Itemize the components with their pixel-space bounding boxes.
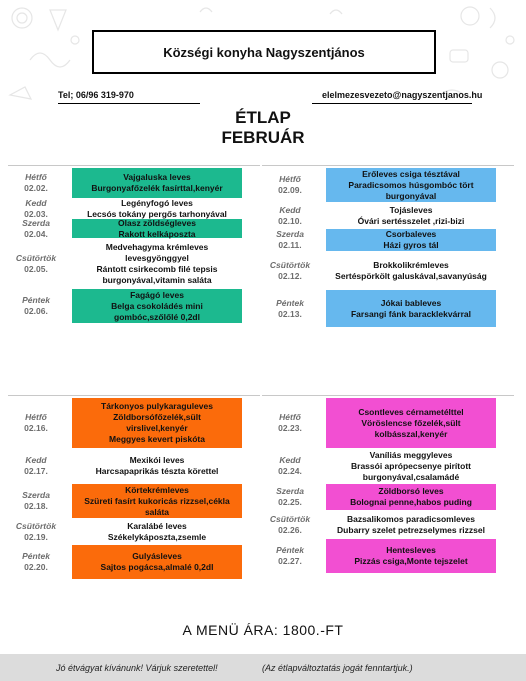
day-date: 02.24. bbox=[278, 466, 302, 476]
day-row bbox=[8, 239, 260, 288]
dish-cell bbox=[72, 168, 242, 198]
dish-line: Zöldborsófőzelék,sült bbox=[113, 412, 201, 422]
dish-line: Bolognai penne,habos puding bbox=[350, 497, 472, 507]
soup-line: Fagágó leves bbox=[130, 289, 184, 300]
dish-cell bbox=[326, 511, 496, 538]
soup-line: Csontleves cérnametélttel bbox=[358, 406, 464, 417]
dish-line: Paradicsomos húsgombóc tört bbox=[348, 179, 474, 190]
day-name: Péntek bbox=[22, 295, 50, 305]
soup-line: Körtekrémleves bbox=[125, 484, 189, 495]
dish-line: virslivel,kenyér bbox=[126, 423, 188, 433]
phone-number: Tel; 06/96 319-970 bbox=[58, 90, 134, 100]
footer-bar bbox=[0, 654, 526, 681]
week-1-schedule bbox=[8, 165, 260, 324]
dish-line: burgonyával bbox=[385, 190, 437, 201]
day-date: 02.11. bbox=[278, 240, 302, 250]
dish-line: Farsangi fánk baracklekvárral bbox=[350, 308, 471, 319]
day-name: Szerda bbox=[22, 490, 50, 500]
soup-line: Mexikói leves bbox=[129, 455, 185, 465]
day-row bbox=[262, 229, 514, 251]
dish-line: Belga csokoládés mini bbox=[111, 300, 203, 311]
day-label bbox=[262, 455, 318, 477]
dish-line: Házi gyros tál bbox=[383, 240, 439, 250]
soup-line: Erőleves csiga tésztával bbox=[362, 168, 460, 179]
day-date: 02.06. bbox=[24, 306, 48, 316]
week-4-schedule bbox=[262, 395, 514, 574]
dish-line: Brassói aprópecsenye pirított bbox=[351, 460, 471, 471]
day-name: Csütörtök bbox=[269, 513, 311, 524]
day-row bbox=[262, 290, 514, 327]
dish-line: burgonyával,csalamádé bbox=[362, 471, 460, 482]
day-date: 02.16. bbox=[24, 423, 48, 433]
day-label bbox=[8, 253, 64, 275]
menu-title: ÉTLAP bbox=[235, 108, 291, 127]
day-row bbox=[262, 484, 514, 510]
day-label bbox=[8, 295, 64, 317]
day-label bbox=[262, 229, 318, 251]
soup-line: Karalábé leves bbox=[127, 520, 187, 531]
day-label bbox=[262, 486, 318, 508]
day-row bbox=[8, 168, 260, 198]
soup-line: Jókai bableves bbox=[380, 297, 442, 308]
day-date: 02.25. bbox=[278, 497, 302, 507]
phone-underline bbox=[58, 103, 200, 104]
day-date: 02.02. bbox=[24, 183, 48, 193]
day-label bbox=[262, 260, 318, 282]
day-label bbox=[8, 490, 64, 512]
day-label bbox=[262, 514, 318, 536]
dish-line: Lecsós tokány pergős tarhonyával bbox=[87, 208, 227, 219]
day-name: Szerda bbox=[276, 486, 304, 496]
dish-cell bbox=[326, 398, 496, 448]
soup-line: Gulyásleves bbox=[132, 551, 182, 561]
dish-cell bbox=[72, 289, 242, 323]
day-name: Kedd bbox=[279, 204, 301, 215]
day-row bbox=[8, 398, 260, 448]
day-name: Csütörtök bbox=[269, 259, 311, 270]
day-row bbox=[262, 203, 514, 228]
dish-cell bbox=[326, 168, 496, 202]
day-date: 02.04. bbox=[24, 228, 48, 239]
day-date: 02.09. bbox=[278, 185, 302, 195]
dish-line: saláta bbox=[144, 506, 170, 517]
dish-line: Sertéspörkölt galuskával,savanyúság bbox=[335, 270, 487, 281]
dish-line: Pizzás csiga,Monte tejszelet bbox=[354, 556, 468, 566]
dish-line: Sajtos pogácsa,almalé 0,2dl bbox=[100, 562, 214, 572]
footer-greeting: Jó étvágyat kívánunk! Várjuk szeretettel! bbox=[56, 663, 218, 673]
dish-line: Óvári sertésszelet ,rizi-bizi bbox=[357, 215, 465, 226]
dish-line: Székelykáposzta,zsemle bbox=[107, 531, 207, 542]
dish-line: Burgonyafőzelék fasírttal,kenyér bbox=[91, 183, 223, 193]
day-name: Péntek bbox=[276, 297, 304, 308]
dish-line: Meggyes kevert piskóta bbox=[109, 434, 205, 444]
day-date: 02.05. bbox=[24, 263, 48, 274]
day-name: Hétfő bbox=[25, 172, 47, 182]
day-date: 02.23. bbox=[278, 423, 302, 433]
day-row bbox=[262, 398, 514, 448]
dish-cell bbox=[72, 545, 242, 579]
week-divider bbox=[8, 165, 260, 166]
day-date: 02.18. bbox=[24, 501, 48, 511]
day-row bbox=[8, 199, 260, 218]
day-row bbox=[262, 168, 514, 202]
day-name: Szerda bbox=[22, 217, 50, 228]
day-label bbox=[8, 198, 64, 220]
day-name: Kedd bbox=[25, 455, 47, 465]
week-2-schedule bbox=[262, 165, 514, 328]
day-label bbox=[262, 412, 318, 434]
dish-line: Vöröslencse főzelék,sült kolbásszal,kenyér bbox=[361, 417, 461, 439]
day-name: Hétfő bbox=[279, 174, 301, 184]
day-date: 02.27. bbox=[278, 556, 302, 566]
soup-line: Tojásleves bbox=[389, 204, 433, 215]
day-date: 02.12. bbox=[278, 270, 302, 281]
soup-line: Vajgaluska leves bbox=[123, 172, 191, 182]
day-row bbox=[262, 449, 514, 483]
day-name: Kedd bbox=[279, 455, 301, 465]
day-label bbox=[8, 172, 64, 194]
day-name: Hétfő bbox=[25, 412, 47, 422]
day-name: Csütörtök bbox=[15, 520, 57, 531]
day-label bbox=[8, 218, 64, 240]
dish-line: Rántott csirkecomb filé tepsis bbox=[96, 263, 218, 274]
dish-cell bbox=[72, 519, 242, 544]
email-underline bbox=[312, 103, 472, 104]
day-name: Kedd bbox=[25, 197, 47, 208]
soup-line: Brokkolikrémleves bbox=[373, 259, 449, 270]
week-divider bbox=[262, 165, 514, 166]
day-row bbox=[8, 545, 260, 579]
dish-cell bbox=[326, 484, 496, 510]
soup-line: Vaníliás meggyleves bbox=[369, 449, 453, 460]
day-name: Csütörtök bbox=[15, 252, 57, 263]
day-row bbox=[8, 289, 260, 323]
dish-line: Dubarry szelet petrezselymes rizzsel bbox=[337, 524, 485, 535]
soup-line: Legényfogó leves bbox=[121, 197, 193, 208]
page-title: Községi konyha Nagyszentjános bbox=[92, 30, 436, 74]
dish-line: gombóc,szőlőlé 0,2dl bbox=[114, 311, 200, 322]
day-row bbox=[262, 539, 514, 573]
week-divider bbox=[8, 395, 260, 396]
day-date: 02.17. bbox=[24, 466, 48, 476]
dish-cell bbox=[326, 229, 496, 251]
day-row bbox=[8, 519, 260, 544]
dish-line: Harcsapaprikás tészta körettel bbox=[95, 466, 219, 476]
menu-price: A MENÜ ÁRA: 1800.-FT bbox=[182, 622, 344, 638]
day-label bbox=[262, 174, 318, 196]
dish-cell bbox=[72, 219, 242, 238]
dish-cell bbox=[72, 239, 242, 288]
day-date: 02.19. bbox=[24, 531, 48, 542]
dish-cell bbox=[326, 252, 496, 289]
dish-cell bbox=[72, 484, 242, 518]
day-date: 02.26. bbox=[278, 524, 302, 535]
month-title: FEBRUÁR bbox=[221, 128, 305, 147]
footer-disclaimer: (Az étlapváltoztatás jogát fenntartjuk.) bbox=[262, 663, 413, 673]
email-address: elelmezesvezeto@nagyszentjanos.hu bbox=[322, 90, 483, 100]
day-row bbox=[262, 511, 514, 538]
dish-line: burgonyával,vitamin saláta bbox=[102, 274, 212, 285]
dish-cell bbox=[326, 203, 496, 228]
day-label bbox=[8, 412, 64, 434]
day-row bbox=[8, 484, 260, 518]
day-date: 02.13. bbox=[278, 308, 302, 319]
dish-cell bbox=[72, 449, 242, 483]
dish-cell bbox=[326, 449, 496, 483]
day-name: Szerda bbox=[276, 229, 304, 239]
day-label bbox=[262, 545, 318, 567]
dish-cell bbox=[326, 539, 496, 573]
soup-line: Bazsalikomos paradicsomleves bbox=[346, 513, 476, 524]
soup-line: Tárkonyos pulykaraguleves bbox=[101, 401, 213, 411]
week-divider bbox=[262, 395, 514, 396]
day-row bbox=[262, 252, 514, 289]
day-name: Péntek bbox=[276, 545, 304, 555]
dish-cell bbox=[326, 290, 496, 327]
dish-line: levesgyönggyel bbox=[125, 252, 189, 263]
dish-cell bbox=[72, 199, 242, 218]
day-label bbox=[262, 205, 318, 227]
day-label bbox=[8, 551, 64, 573]
day-label bbox=[262, 298, 318, 320]
day-date: 02.03. bbox=[24, 208, 48, 219]
dish-line: Szüreti fasírt kukoricás rizzsel,cékla bbox=[84, 495, 230, 506]
soup-line: Csorbaleves bbox=[385, 229, 437, 239]
week-3-schedule bbox=[8, 395, 260, 580]
day-row bbox=[8, 449, 260, 483]
day-row bbox=[8, 219, 260, 238]
day-name: Hétfő bbox=[279, 412, 301, 422]
soup-line: Olasz zöldségleves bbox=[118, 217, 196, 228]
soup-line: Medvehagyma krémleves bbox=[105, 241, 209, 252]
day-label bbox=[8, 521, 64, 543]
soup-line: Zöldborsó leves bbox=[378, 486, 444, 496]
day-date: 02.10. bbox=[278, 215, 302, 226]
soup-line: Hentesleves bbox=[386, 545, 436, 555]
day-name: Péntek bbox=[22, 551, 50, 561]
dish-cell bbox=[72, 398, 242, 448]
day-label bbox=[8, 455, 64, 477]
menu-heading bbox=[0, 108, 526, 148]
day-date: 02.20. bbox=[24, 562, 48, 572]
dish-line: Rakott kelkáposzta bbox=[118, 228, 196, 239]
